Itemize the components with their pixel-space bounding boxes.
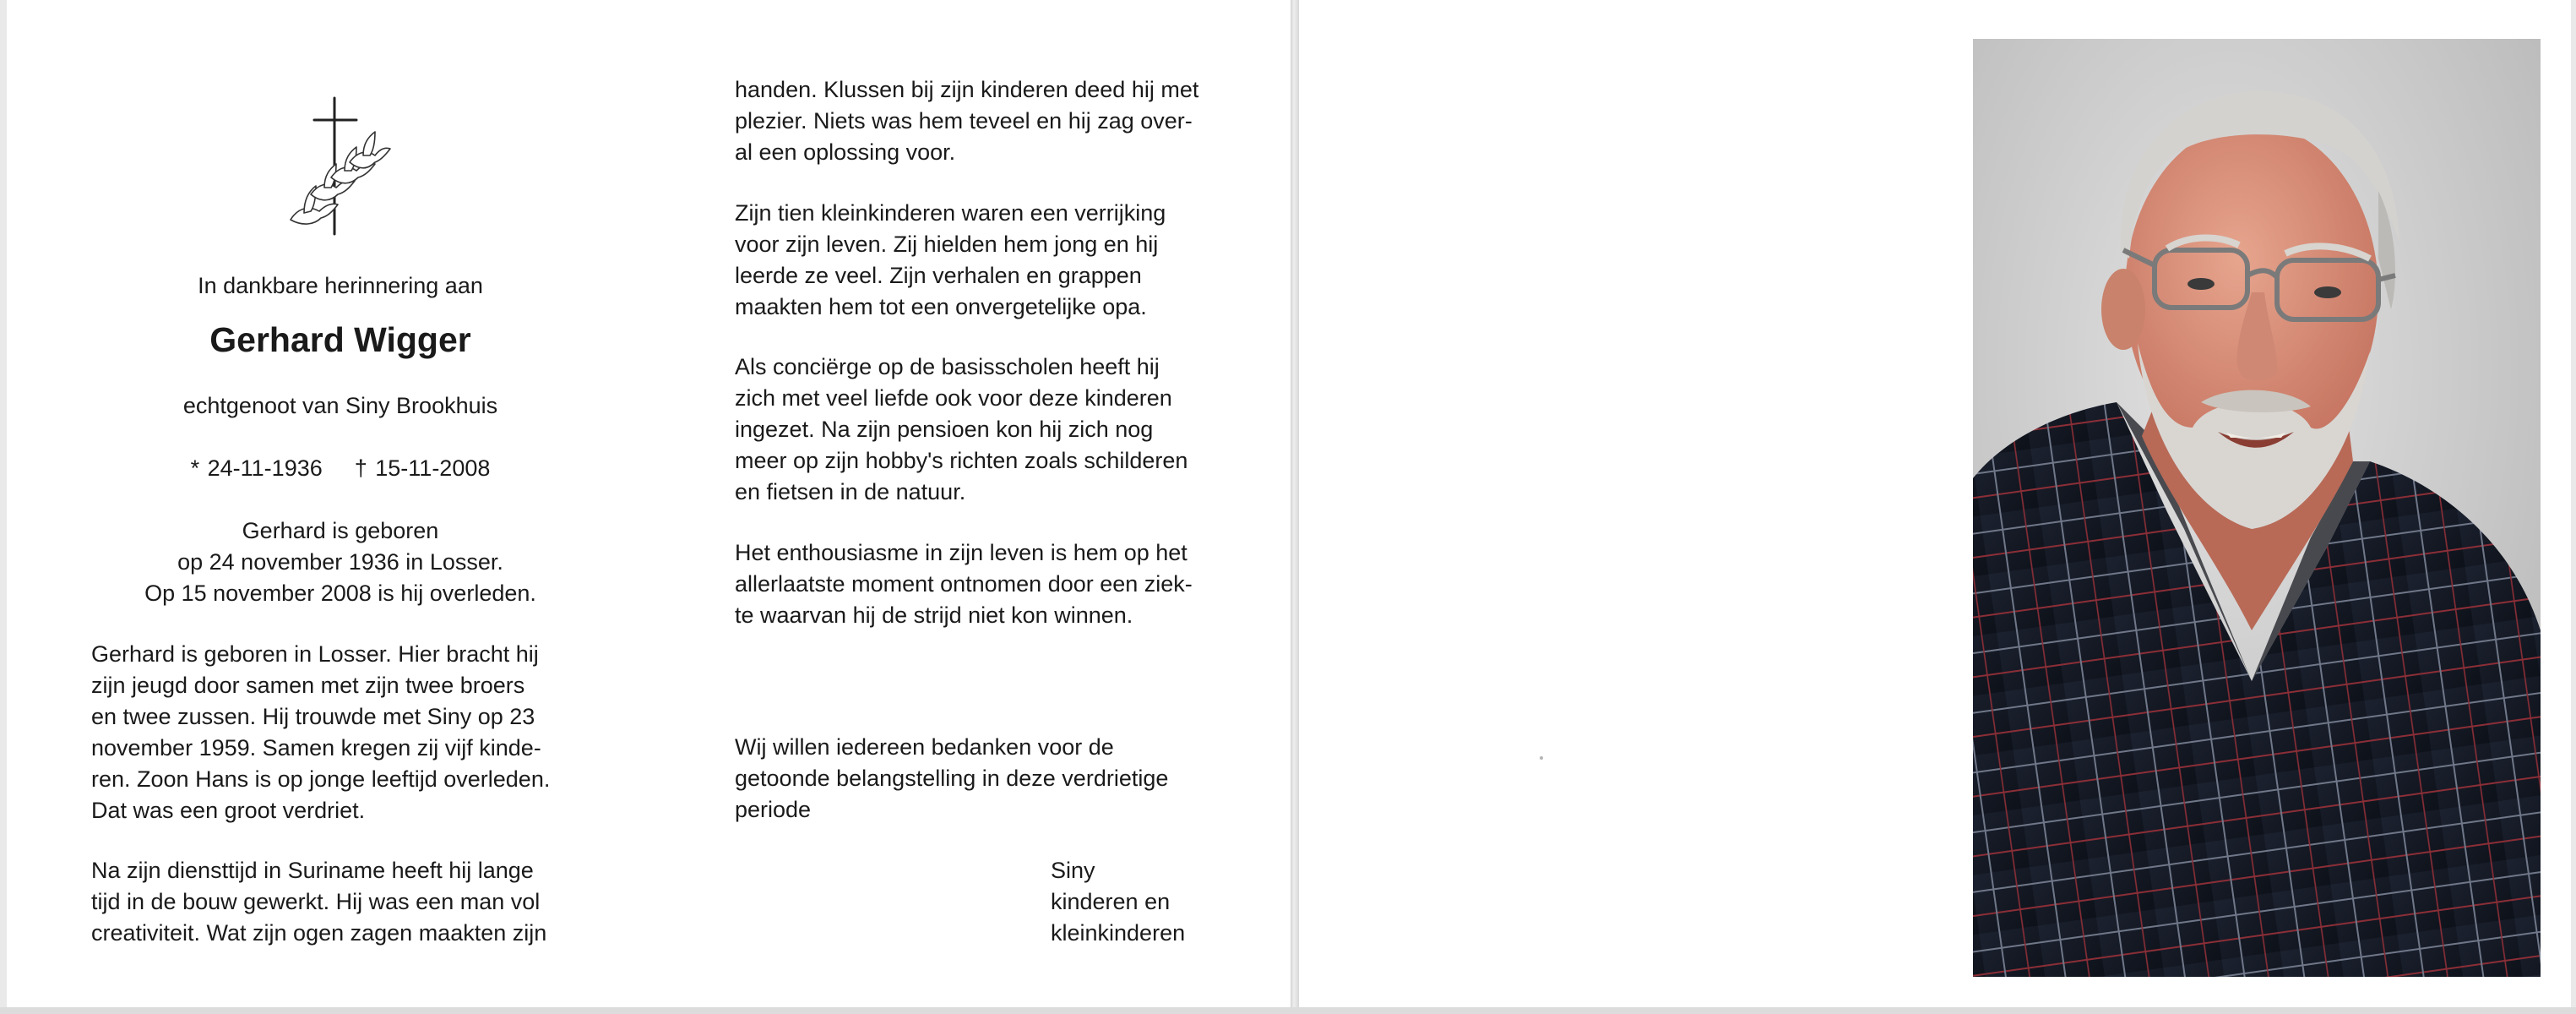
paragraph-line: creativiteit. Wat zijn ogen zagen maakten zijn [91,920,547,946]
signoff [1051,855,1220,949]
paragraph-line: Als conciërge op de basisscholen heeft hij [735,354,1160,379]
paragraph-line: periode [735,797,812,822]
paragraph-line: november 1959. Samen kregen zij vijf kinde- [91,735,541,760]
paragraph-line: getoonde belangstelling in deze verdrietige [735,766,1169,791]
biography-paragraph-3 [735,74,1226,168]
paragraph-line: al een oplossing voor. [735,139,956,165]
paragraph-line: allerlaatste moment ontnomen door een ziek- [735,571,1193,597]
birth-death-statement [91,515,590,609]
paragraph-line: Wij willen iedereen bedanken voor de [735,734,1114,760]
paragraph-line: maakten hem tot een onvergetelijke opa. [735,294,1147,319]
spouse-text: echtgenoot van Siny Brookhuis [182,393,498,418]
paragraph-line: Dat was een groot verdriet. [91,798,366,823]
paragraph-line: zijn jeugd door samen met zijn twee broers [91,673,525,698]
paragraph-line: plezier. Niets was hem teveel en hij zag over- [735,108,1193,134]
statement-line: Gerhard is geboren [242,518,439,543]
thanks-paragraph [735,732,1226,826]
paragraph-line: en twee zussen. Hij trouwde met Siny op 23 [91,704,535,729]
deceased-name: Gerhard Wigger [209,320,471,359]
paragraph-line: zich met veel liefde ook voor deze kinderen [735,385,1172,411]
biography-paragraph-5 [735,352,1226,508]
paragraph-line: Het enthousiasme in zijn leven is hem op het [735,540,1187,565]
birth-date: * 24-11-1936 [190,455,323,481]
statement-line: Op 15 november 2008 is hij overleden. [144,581,536,606]
paragraph-line: te waarvan hij de strijd niet kon winnen. [735,602,1133,628]
paragraph-line: Na zijn diensttijd in Suriname heeft hij lange [91,858,534,883]
paragraph-line: voor zijn leven. Zij hielden hem jong en hij [735,232,1159,257]
card-left-page [7,0,1291,1007]
life-dates [91,453,590,484]
biography-paragraph-1 [91,639,590,826]
paragraph-line: tijd in de bouw gewerkt. Hij was een man vol [91,889,541,914]
paragraph-line: Gerhard is geboren in Losser. Hier bracht hij [91,641,539,667]
signoff-line: kleinkinderen [1051,920,1186,946]
paragraph-line: meer op zijn hobby's richten zoals schilderen [735,448,1188,473]
death-date: † 15-11-2008 [354,455,491,481]
portrait-photo [1973,39,2541,977]
biography-paragraph-6 [735,537,1226,631]
paper-speck [1540,756,1543,760]
biography-paragraph-2 [91,855,590,949]
paragraph-line: ren. Zoon Hans is op jonge leeftijd overleden. [91,766,551,792]
paragraph-line: Zijn tien kleinkinderen waren een verrijking [735,200,1166,226]
card-fold [1291,0,1299,1014]
paragraph-line: en fietsen in de natuur. [735,479,966,504]
biography-paragraph-4 [735,198,1226,323]
paragraph-line: ingezet. Na zijn pensioen kon hij zich nog [735,417,1154,442]
scan-bottom-edge [0,1007,2576,1014]
signoff-line: kinderen en [1051,889,1171,914]
paragraph-line: leerde ze veel. Zijn verhalen en grappen [735,263,1142,288]
cross-with-doves-icon [285,95,395,238]
paragraph-line: handen. Klussen bij zijn kinderen deed hij met [735,77,1199,102]
signoff-line: Siny [1051,858,1095,883]
intro-text: In dankbare herinnering aan [198,273,483,298]
statement-line: op 24 november 1936 in Losser. [177,549,503,575]
